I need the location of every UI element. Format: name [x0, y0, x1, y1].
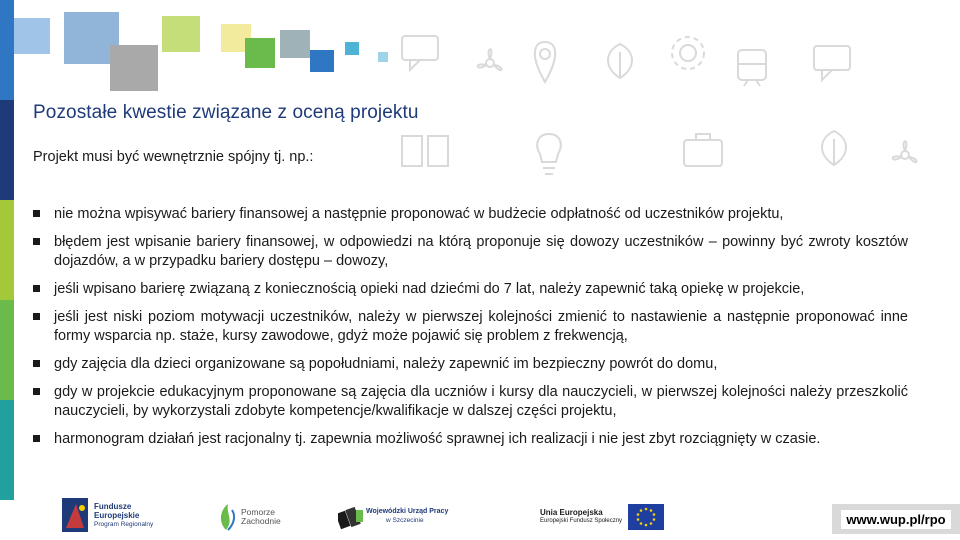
gear-icon	[665, 30, 711, 76]
list-item: błędem jest wpisanie bariery finansowej, w odpowiedzi na którą proponuje się dowozy uczestników – powinny być zwroty kosztów dojazdów, a w przypadku bariery dostępu – dowozy,	[33, 233, 908, 271]
bullet-square-icon	[33, 360, 40, 367]
list-item: jeśli wpisano barierę związaną z koniecznością opieki nad dziećmi do 7 lat, należy zapewnić taką opiekę w projekcie,	[33, 280, 908, 299]
windmill-icon	[880, 130, 930, 180]
pomorze-zachodnie-logo: Pomorze Zachodnie	[216, 502, 281, 532]
wup-logo: Wojewódzki Urząd Pracy w Szczecinie	[338, 502, 448, 530]
list-item: nie można wpisywać bariery finansowej a następnie proponować w budżecie odpłatność od uczestników projektu,	[33, 205, 908, 224]
fundusze-europejskie-logo: Fundusze Europejskie Program Regionalny	[62, 498, 153, 532]
speech-bubble-icon	[398, 30, 442, 74]
list-item: gdy zajęcia dla dzieci organizowane są popołudniami, należy zapewnić im bezpieczny powrót do domu,	[33, 355, 908, 374]
speech-bubble-icon	[810, 40, 854, 84]
list-item: harmonogram działań jest racjonalny tj. zapewnia możliwość sprawnej ich realizacji i nie jest zbyt rozciągnięty w czasie.	[33, 430, 908, 449]
windmill-icon	[465, 38, 515, 88]
book-icon	[398, 128, 452, 172]
eu-flag-icon	[628, 504, 664, 530]
bullet-square-icon	[33, 285, 40, 292]
pin-icon	[525, 38, 565, 88]
pomorze-leaf-icon	[216, 502, 238, 532]
bullet-square-icon	[33, 388, 40, 395]
page-title: Pozostałe kwestie związane z oceną projektu	[33, 102, 419, 123]
bullet-square-icon	[33, 435, 40, 442]
tram-icon	[730, 40, 774, 90]
briefcase-icon	[680, 128, 726, 172]
list-item: jeśli jest niski poziom motywacji uczestników, należy w pierwszej kolejności zmienić to nastawienie a następnie proponować inne formy wsparcia np. staże, kursy zawodowe, gdyż może pojawić się problem z frekwencją,	[33, 308, 908, 346]
unia-europejska-logo: Unia Europejska Europejski Fundusz Społeczny	[540, 504, 664, 530]
footer-logos	[0, 496, 960, 540]
website-link[interactable]: www.wup.pl/rpo	[841, 510, 950, 529]
bullet-list	[33, 205, 908, 458]
leaf-icon	[810, 125, 858, 173]
bullet-square-icon	[33, 210, 40, 217]
lead-text: Projekt musi być wewnętrznie spójny tj. np.:	[33, 149, 314, 165]
website-link-box	[832, 504, 960, 534]
bullet-square-icon	[33, 313, 40, 320]
leaf-icon	[596, 38, 644, 86]
bullet-square-icon	[33, 238, 40, 245]
list-item: gdy w projekcie edukacyjnym proponowane są zajęcia dla uczniów i kursy dla nauczycieli, w pierwszej kolejności należy przeszkolić nauczycieli, by wykorzystali zdobyte kompetencje/kwalifikacje w dalszej części projektu,	[33, 383, 908, 421]
left-color-strip	[0, 0, 14, 500]
wup-blocks-icon	[338, 502, 364, 530]
eu-star-icon	[62, 498, 90, 532]
lightbulb-icon	[530, 130, 568, 180]
